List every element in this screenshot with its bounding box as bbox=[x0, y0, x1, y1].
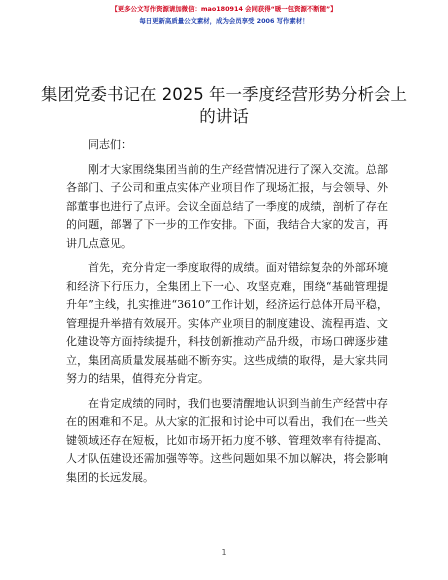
document-title: 集团党委书记在 2025 年一季度经营形势分析会上的讲话 bbox=[41, 85, 407, 126]
paragraph-2: 首先，充分肯定一季度取得的成绩。面对错综复杂的外部环境和经济下行压力，全集团上下一心、攻坚克难，围绕“基础管理提升年”主线，扎实推进“3610”工作计划，经济运行总体开局平稳，管理提升举措有效展开。实体产业项目的制度建设、流程再造、文化建设等方面持续提升，科技创新推动产品升级，市场口碑逐步建立，集团高质量发展基础不断夯实。这些成绩的取得，是大家共同努力的结果，值得充分肯定。 bbox=[66, 261, 388, 385]
paragraph-3: 在肯定成绩的同时，我们也要清醒地认识到当前生产经营中存在的困难和不足。从大家的汇报和讨论中可以看出，我们在一些关键领域还存在短板，比如市场开拓力度不够、管理效率有待提高、人才队伍建设还需加强等等。这些问题如果不加以解决，将会影响集团的长远发展。 bbox=[66, 396, 388, 484]
document-body bbox=[66, 136, 388, 493]
paragraph-1: 刚才大家围绕集团当前的生产经营情况进行了深入交流。总部各部门、子公司和重点实体产业项目作了现场汇报，与会领导、外部董事也进行了点评。会议全面总结了一季度的成绩，剖析了存在的问题，部署了下一步的工作安排。下面，我结合大家的发言，再讲几点意见。 bbox=[66, 162, 388, 250]
page-number: 1 bbox=[221, 548, 227, 557]
salutation: 同志们： bbox=[88, 138, 132, 151]
promo-banner-top: 【更多公文写作资源请加微信：mao180914 会同获得“暖一包资源不断随”】 bbox=[111, 5, 337, 13]
promo-banner-sub: 每日更新高质量公文素材，成为会员享受 2006 写作素材！ bbox=[139, 17, 309, 25]
